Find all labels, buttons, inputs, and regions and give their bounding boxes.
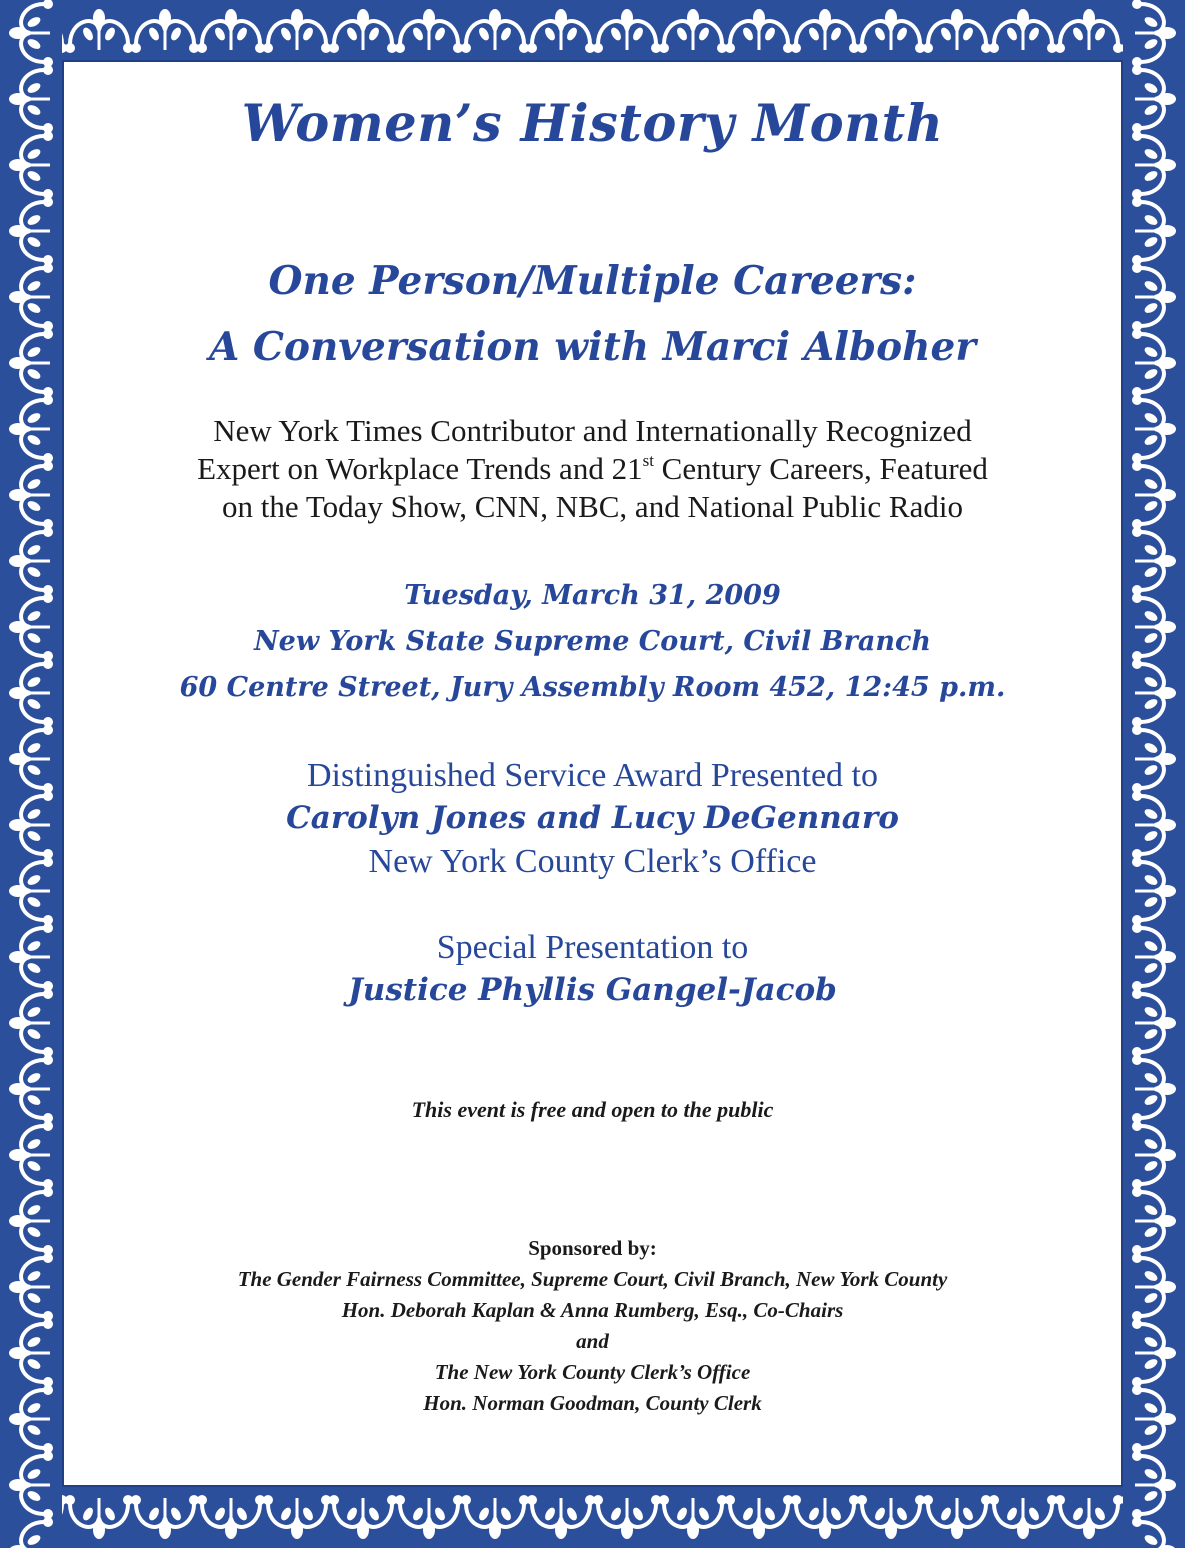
scroll-ornament-icon [0,0,62,1548]
special-recipient: Justice Phyllis Gangel-Jacob [348,972,837,1008]
description-line1: New York Times Contributor and Internationally Recognized [213,413,972,448]
scroll-ornament-icon [0,1487,1185,1548]
speaker-description [70,412,1115,526]
award-section [70,754,1115,883]
sponsor-line4: The New York County Clerk’s Office [434,1360,751,1384]
event-address-time: 60 Centre Street, Jury Assembly Room 452, 12:45 p.m. [179,672,1006,703]
flyer-content [70,68,1115,1480]
sponsor-line3: and [576,1329,609,1353]
free-event-note: This event is free and open to the public [411,1097,774,1122]
description-line3: on the Today Show, CNN, NBC, and National Public Radio [222,489,963,524]
ornamental-border-top [0,0,1185,60]
award-recipients: Carolyn Jones and Lucy DeGennaro [286,800,899,836]
scroll-ornament-icon [1123,0,1185,1548]
award-heading: Distinguished Service Award Presented to [307,757,878,794]
sponsors-heading: Sponsored by: [528,1236,657,1260]
award-office: New York County Clerk’s Office [368,843,817,880]
description-line2-tail: Century Careers, Featured [653,451,988,486]
sponsor-line1: The Gender Fairness Committee, Supreme Court, Civil Branch, New York County [237,1267,948,1291]
ornamental-border-bottom [0,1487,1185,1548]
special-presentation [70,926,1115,1012]
description-line2 [70,450,1115,488]
ordinal-suffix: st [642,451,654,470]
talk-title-line1: One Person/Multiple Careers: [268,258,917,304]
sponsor-line5: Hon. Norman Goodman, County Clerk [423,1391,762,1415]
sponsors-section [70,1233,1115,1419]
scroll-ornament-icon [0,0,1185,60]
description-line2-text: Expert on Workplace Trends and 21 [197,451,643,486]
ornamental-border-right [1123,0,1185,1548]
event-date: Tuesday, March 31, 2009 [404,580,781,611]
event-venue: New York State Supreme Court, Civil Branch [253,626,932,657]
special-heading: Special Presentation to [436,929,749,966]
ornamental-border-left [0,0,62,1548]
talk-title-line2: A Conversation with Marci Alboher [209,324,976,370]
event-title: Women’s History Month [241,94,944,154]
event-details [70,573,1115,711]
sponsor-line2: Hon. Deborah Kaplan & Anna Rumberg, Esq., Co-Chairs [341,1298,844,1322]
